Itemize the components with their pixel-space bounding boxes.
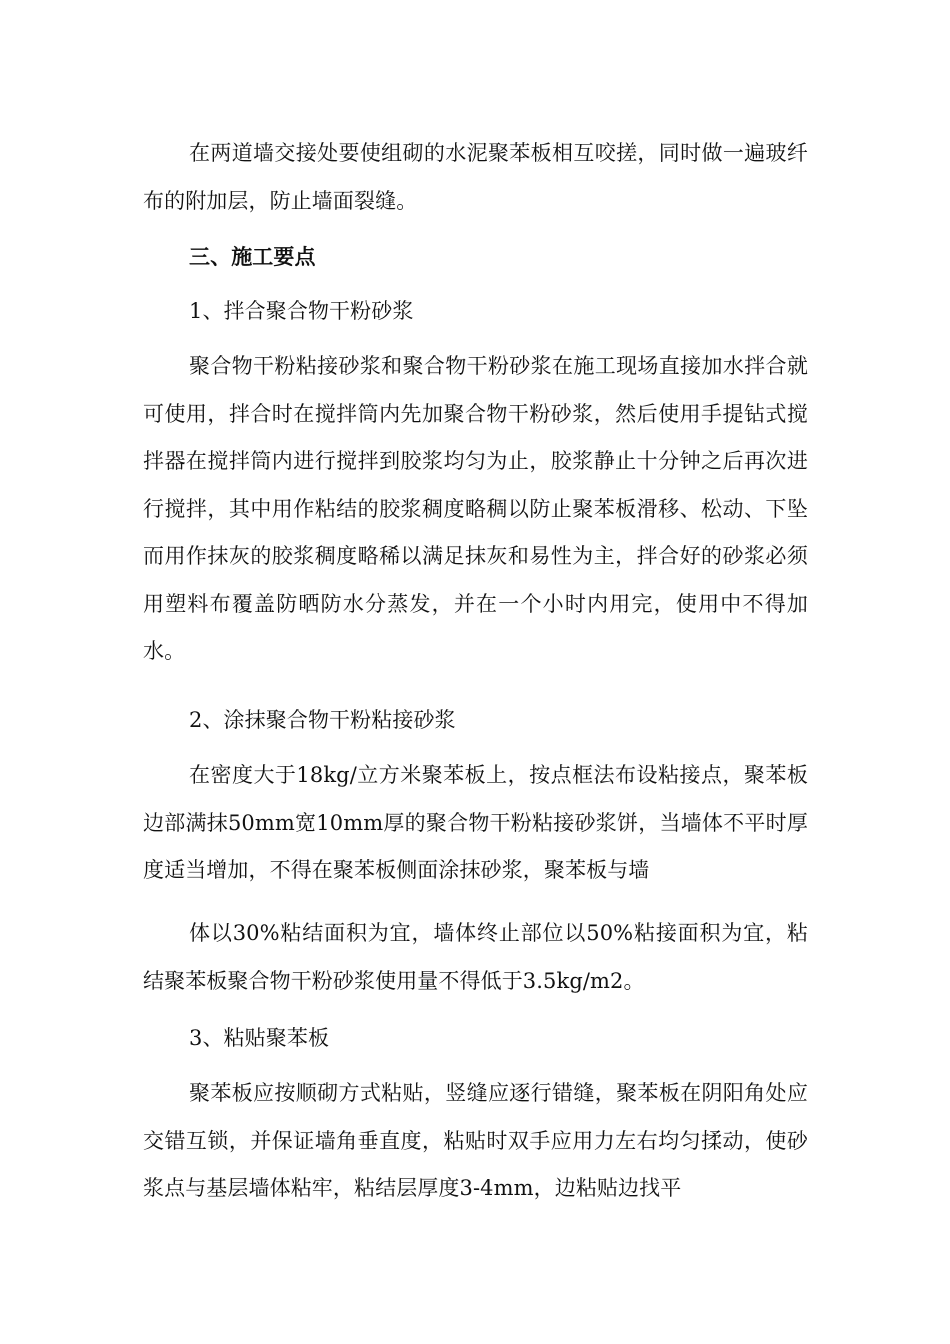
paragraph-bond-area: 体以30%粘结面积为宜，墙体终止部位以50%粘接面积为宜，粘结聚苯板聚合物干粉砂浆使用量不得低于3.5kg/m2。 (143, 921, 808, 993)
paragraph-mix-mortar: 聚合物干粉粘接砂浆和聚合物干粉砂浆在施工现场直接加水拌合就可使用，拌合时在搅拌筒内先加聚合物干粉砂浆，然后使用手提钻式搅拌器在搅拌筒内进行搅拌到胶浆均匀为止，胶浆静止十分钟之后再次进行搅拌，其中用作粘结的胶浆稠度略稠以防止聚苯板滑移、松动、下坠而用作抹灰的胶浆稠度略稀以满足抹灰和易性为主，拌合好的砂浆必须用塑料布覆盖防晒防水分蒸发，并在一个小时内用完，使用中不得加水。 (143, 354, 808, 663)
paragraph-apply-mortar: 在密度大于18kg/立方米聚苯板上，按点框法布设粘接点，聚苯板边部满抹50mm宽10mm厚的聚合物干粉粘接砂浆饼，当墙体不平时厚度适当增加，不得在聚苯板侧面涂抹砂浆，聚苯板与墙 (143, 763, 808, 882)
section-heading-construction-points: 三、施工要点 (189, 244, 316, 269)
paragraph-wall-junction: 在两道墙交接处要使组砌的水泥聚苯板相互咬搓，同时做一遍玻纤布的附加层，防止墙面裂缝。 (143, 141, 808, 213)
subheading-mix-mortar: 1、拌合聚合物干粉砂浆 (189, 299, 414, 323)
paragraph-paste-board: 聚苯板应按顺砌方式粘贴，竖缝应逐行错缝，聚苯板在阴阳角处应交错互锁，并保证墙角垂直度，粘贴时双手应用力左右均匀揉动，使砂浆点与基层墙体粘牢，粘结层厚度3-4mm，边粘贴边找平 (143, 1081, 808, 1200)
subheading-apply-mortar: 2、涂抹聚合物干粉粘接砂浆 (189, 708, 456, 732)
subheading-paste-board: 3、粘贴聚苯板 (189, 1026, 330, 1050)
